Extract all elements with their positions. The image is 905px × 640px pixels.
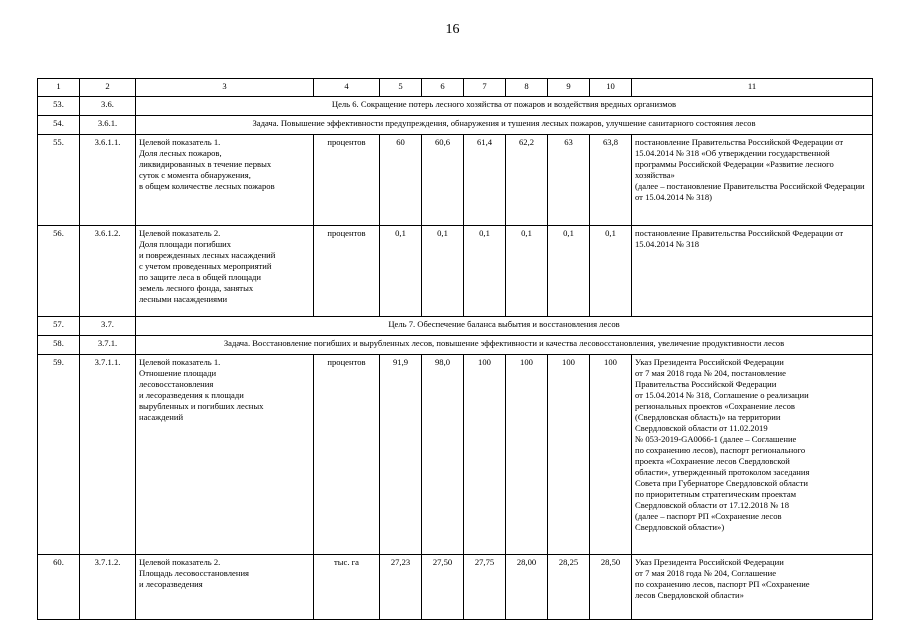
row-code: 3.7.1. <box>80 336 136 355</box>
header-cell: 3 <box>136 79 314 97</box>
header-cell: 4 <box>314 79 380 97</box>
unit: процентов <box>314 135 380 226</box>
row-number: 54. <box>38 116 80 135</box>
unit: процентов <box>314 226 380 317</box>
indicator-text: Целевой показатель 1. Доля лесных пожаров, ликвидированных в течение первых суток с момента обнаружения, в общем количестве лесных пожаров <box>136 135 314 226</box>
row-number: 58. <box>38 336 80 355</box>
goal-row <box>38 317 873 336</box>
row-code: 3.7.1.2. <box>80 555 136 620</box>
header-cell: 1 <box>38 79 80 97</box>
source-text: постановление Правительства Российской Федерации от 15.04.2014 № 318 «Об утверждении государственной программы Российской Федерации «Развитие лесного хозяйства» (далее – постановление Правительства Российской Федерации от 15.04.2014 № 318) <box>632 135 873 226</box>
value-cell: 28,25 <box>548 555 590 620</box>
header-cell: 2 <box>80 79 136 97</box>
goal-text: Цель 7. Обеспечение баланса выбытия и восстановления лесов <box>136 317 873 336</box>
indicators-table <box>37 78 873 620</box>
value-cell: 60,6 <box>422 135 464 226</box>
source-text: постановление Правительства Российской Федерации от 15.04.2014 № 318 <box>632 226 873 317</box>
indicator-row <box>38 555 873 620</box>
value-cell: 27,50 <box>422 555 464 620</box>
row-number: 55. <box>38 135 80 226</box>
value-cell: 100 <box>548 355 590 555</box>
header-cell: 6 <box>422 79 464 97</box>
value-cell: 100 <box>464 355 506 555</box>
row-code: 3.7. <box>80 317 136 336</box>
header-cell: 8 <box>506 79 548 97</box>
page-number: 16 <box>445 22 460 37</box>
row-number: 57. <box>38 317 80 336</box>
source-text: Указ Президента Российской Федерации от 7 мая 2018 года № 204, постановление Правительства Российской Федерации от 15.04.2014 № 318, Соглашение о реализации региональных проектов «Сохранение лесов (Свердловская область)» на территории Свердловской области от 11.02.2019 № 053-2019-GA0066-1 (далее – Соглашение по сохранению лесов), паспорт регионального проекта «Сохранение лесов Свердловской области», утвержденный протоколом заседания Совета при Губернаторе Свердловской области по приоритетным стратегическим проектам Свердловской области от 17.12.2018 № 18 (далее – паспорт РП «Сохранение лесов Свердловской области») <box>632 355 873 555</box>
row-code: 3.6.1.2. <box>80 226 136 317</box>
indicator-row <box>38 355 873 555</box>
value-cell: 61,4 <box>464 135 506 226</box>
row-code: 3.6. <box>80 97 136 116</box>
value-cell: 62,2 <box>506 135 548 226</box>
value-cell: 28,50 <box>590 555 632 620</box>
value-cell: 27,23 <box>380 555 422 620</box>
indicator-text: Целевой показатель 1. Отношение площади лесовосстановления и лесоразведения к площади вырубленных и погибших лесных насаждений <box>136 355 314 555</box>
header-row <box>38 79 873 97</box>
value-cell: 60 <box>380 135 422 226</box>
row-code: 3.7.1.1. <box>80 355 136 555</box>
header-cell: 5 <box>380 79 422 97</box>
task-text: Задача. Повышение эффективности предупреждения, обнаружения и тушения лесных пожаров, улучшение санитарного состояния лесов <box>136 116 873 135</box>
value-cell: 27,75 <box>464 555 506 620</box>
task-row <box>38 336 873 355</box>
value-cell: 98,0 <box>422 355 464 555</box>
unit: тыс. га <box>314 555 380 620</box>
task-row <box>38 116 873 135</box>
header-cell: 7 <box>464 79 506 97</box>
value-cell: 0,1 <box>380 226 422 317</box>
indicator-text: Целевой показатель 2. Доля площади погибших и поврежденных лесных насаждений с учетом проведенных мероприятий по защите леса в общей площади земель лесного фонда, занятых лесными насаждениями <box>136 226 314 317</box>
value-cell: 91,9 <box>380 355 422 555</box>
header-cell: 11 <box>632 79 873 97</box>
indicator-text: Целевой показатель 2. Площадь лесовосстановления и лесоразведения <box>136 555 314 620</box>
row-code: 3.6.1. <box>80 116 136 135</box>
row-number: 59. <box>38 355 80 555</box>
value-cell: 0,1 <box>506 226 548 317</box>
value-cell: 28,00 <box>506 555 548 620</box>
value-cell: 63,8 <box>590 135 632 226</box>
header-cell: 10 <box>590 79 632 97</box>
value-cell: 100 <box>590 355 632 555</box>
source-text: Указ Президента Российской Федерации от 7 мая 2018 года № 204, Соглашение по сохранению лесов, паспорт РП «Сохранение лесов Свердловской области» <box>632 555 873 620</box>
task-text: Задача. Восстановление погибших и вырубленных лесов, повышение эффективности и качества лесовосстановления, увеличение продуктивности лесов <box>136 336 873 355</box>
value-cell: 0,1 <box>548 226 590 317</box>
row-number: 56. <box>38 226 80 317</box>
row-number: 60. <box>38 555 80 620</box>
value-cell: 0,1 <box>464 226 506 317</box>
value-cell: 63 <box>548 135 590 226</box>
value-cell: 0,1 <box>590 226 632 317</box>
indicator-row <box>38 226 873 317</box>
value-cell: 100 <box>506 355 548 555</box>
row-code: 3.6.1.1. <box>80 135 136 226</box>
unit: процентов <box>314 355 380 555</box>
row-number: 53. <box>38 97 80 116</box>
value-cell: 0,1 <box>422 226 464 317</box>
indicator-row <box>38 135 873 226</box>
goal-text: Цель 6. Сокращение потерь лесного хозяйства от пожаров и воздействия вредных организмов <box>136 97 873 116</box>
header-cell: 9 <box>548 79 590 97</box>
goal-row <box>38 97 873 116</box>
